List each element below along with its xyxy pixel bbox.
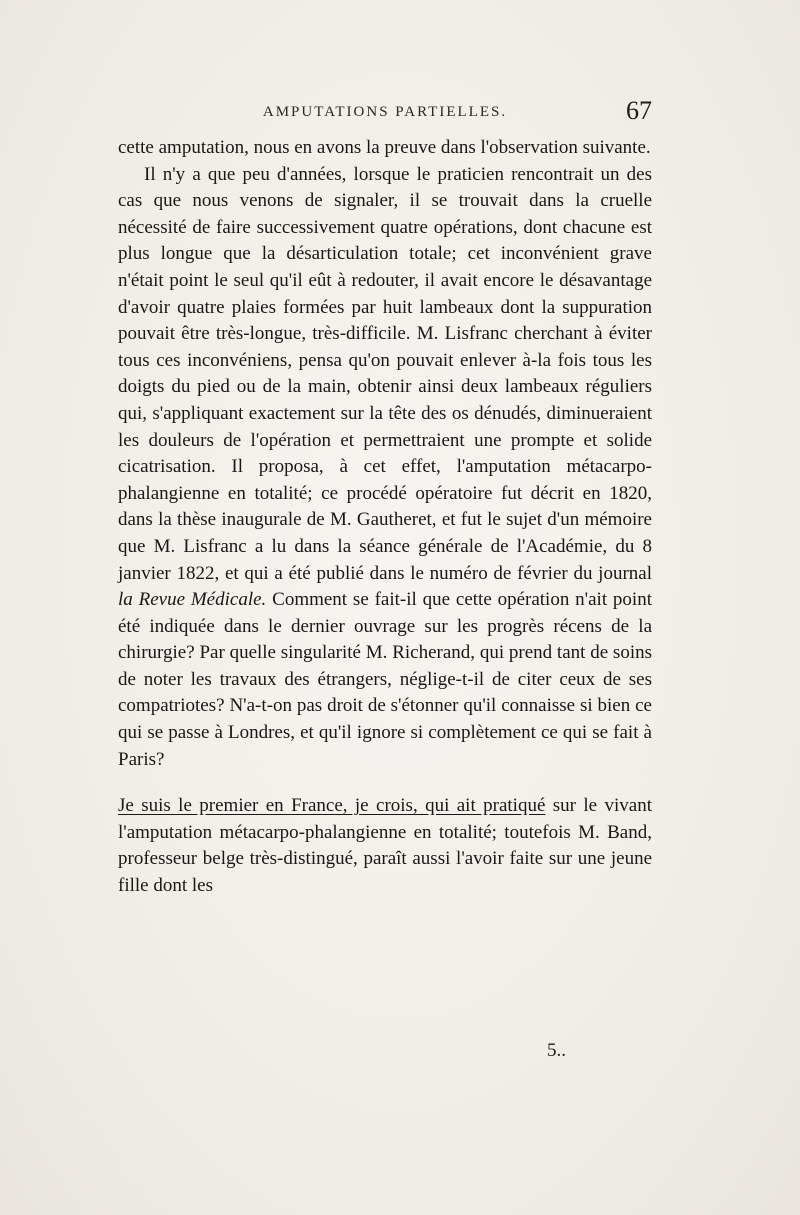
page-header: [118, 96, 652, 134]
page-number: 67: [626, 96, 652, 125]
journal-title: la Revue Médicale.: [118, 589, 267, 611]
underlined-phrase: Je suis le premier en France, je crois, qui ait pratiqué: [118, 795, 546, 817]
paragraph-2-text-after: Comment se fait-il que cette opération n'ait point été indiquée dans le dernier ouvrage sur les progrès récens de la chirurgie? Par quelle singularité M. Richerand, qui prend tant de soins de noter les travaux des étrangers, néglige-t-il de citer ceux de ses compatriotes? N'a-t-on pas droit de s'étonner qu'il connaisse si bien ce qui se passe à Londres, et qu'il ignore si complètement ce qui se fait à Paris?: [118, 589, 652, 770]
running-title: AMPUTATIONS PARTIELLES.: [262, 104, 508, 120]
signature-mark: 5..: [547, 1040, 566, 1061]
page-footer: [118, 1040, 652, 1070]
paragraph-2: [118, 162, 652, 774]
paragraph-3-text: sur le vivant l'amputation métacarpo-phalangienne en totalité; toutefois M. Band, professeur belge très-distingué, paraît aussi l'avoir faite sur une jeune fille dont les: [118, 795, 652, 897]
body-text: [118, 135, 652, 900]
paragraph-1: cette amputation, nous en avons la preuve dans l'observation suivante.: [118, 137, 651, 158]
paragraph-3: [118, 793, 652, 899]
paragraph-2-text: Il n'y a que peu d'années, lorsque le praticien rencontrait un des cas que nous venons de signaler, il se trouvait dans la cruelle nécessité de faire successivement quatre opérations, dont chacune est plus longue que la désarticulation totale; cet inconvénient grave n'était point le seul qu'il eût à redouter, il avait encore le désavantage d'avoir quatre plaies formées par huit lambeaux dont la suppuration pouvait être très-longue, très-difficile. M. Lisfranc cherchant à éviter tous ces inconvéniens, pensa qu'on pouvait enlever à-la fois tous les doigts du pied ou de la main, obtenir ainsi deux lambeaux réguliers qui, s'appliquant exactement sur la tête des os dénudés, diminueraient les douleurs de l'opération et permettraient une prompte et solide cicatrisation. Il proposa, à cet effet, l'amputation métacarpo-phalangienne en totalité; ce procédé opératoire fut décrit en 1820, dans la thèse inaugurale de M. Gautheret, et fut le sujet d'un mémoire que M. Lisfranc a lu dans la séance générale de l'Académie, du 8 janvier 1822, et qui a été publié dans le numéro de février du journal: [118, 163, 652, 584]
